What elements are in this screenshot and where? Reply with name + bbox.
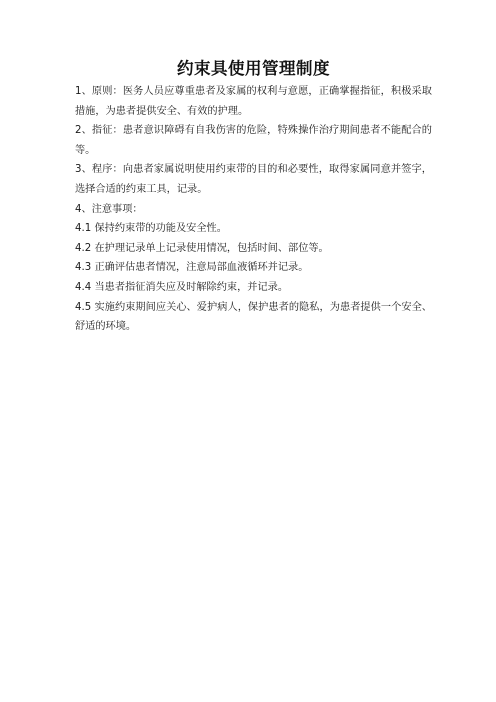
paragraph-notes-heading: 4、注意事项： (75, 203, 143, 215)
paragraph-indication: 2、指征：患者意识障碍有自我伤害的危险，特殊操作治疗期间患者不能配合的等。 (75, 125, 432, 156)
paragraph-note-4-1: 4.1 保持约束带的功能及安全性。 (75, 223, 227, 235)
paragraph-note-4-4: 4.4 当患者指征消失应及时解除约束，并记录。 (75, 281, 289, 293)
paragraph-note-4-5: 4.5 实施约束期间应关心、爱护病人，保护患者的隐私，为患者提供一个安全、舒适的环境。 (75, 301, 432, 333)
paragraph-note-4-3: 4.3 正确评估患者情况，注意局部血液循环并记录。 (75, 262, 309, 274)
paragraph-procedure: 3、程序：向患者家属说明使用约束带的目的和必要性，取得家属同意并签字，选择合适的约束工具，记录。 (75, 164, 432, 195)
paragraph-note-4-2: 4.2 在护理记录单上记录使用情况，包括时间、部位等。 (75, 242, 329, 254)
paragraph-principle: 1、原则：医务人员应尊重患者及家属的权利与意愿，正确掌握指征，积极采取措施，为患者提供安全、有效的护理。 (75, 86, 432, 117)
document-title: 约束具使用管理制度 (177, 59, 330, 78)
